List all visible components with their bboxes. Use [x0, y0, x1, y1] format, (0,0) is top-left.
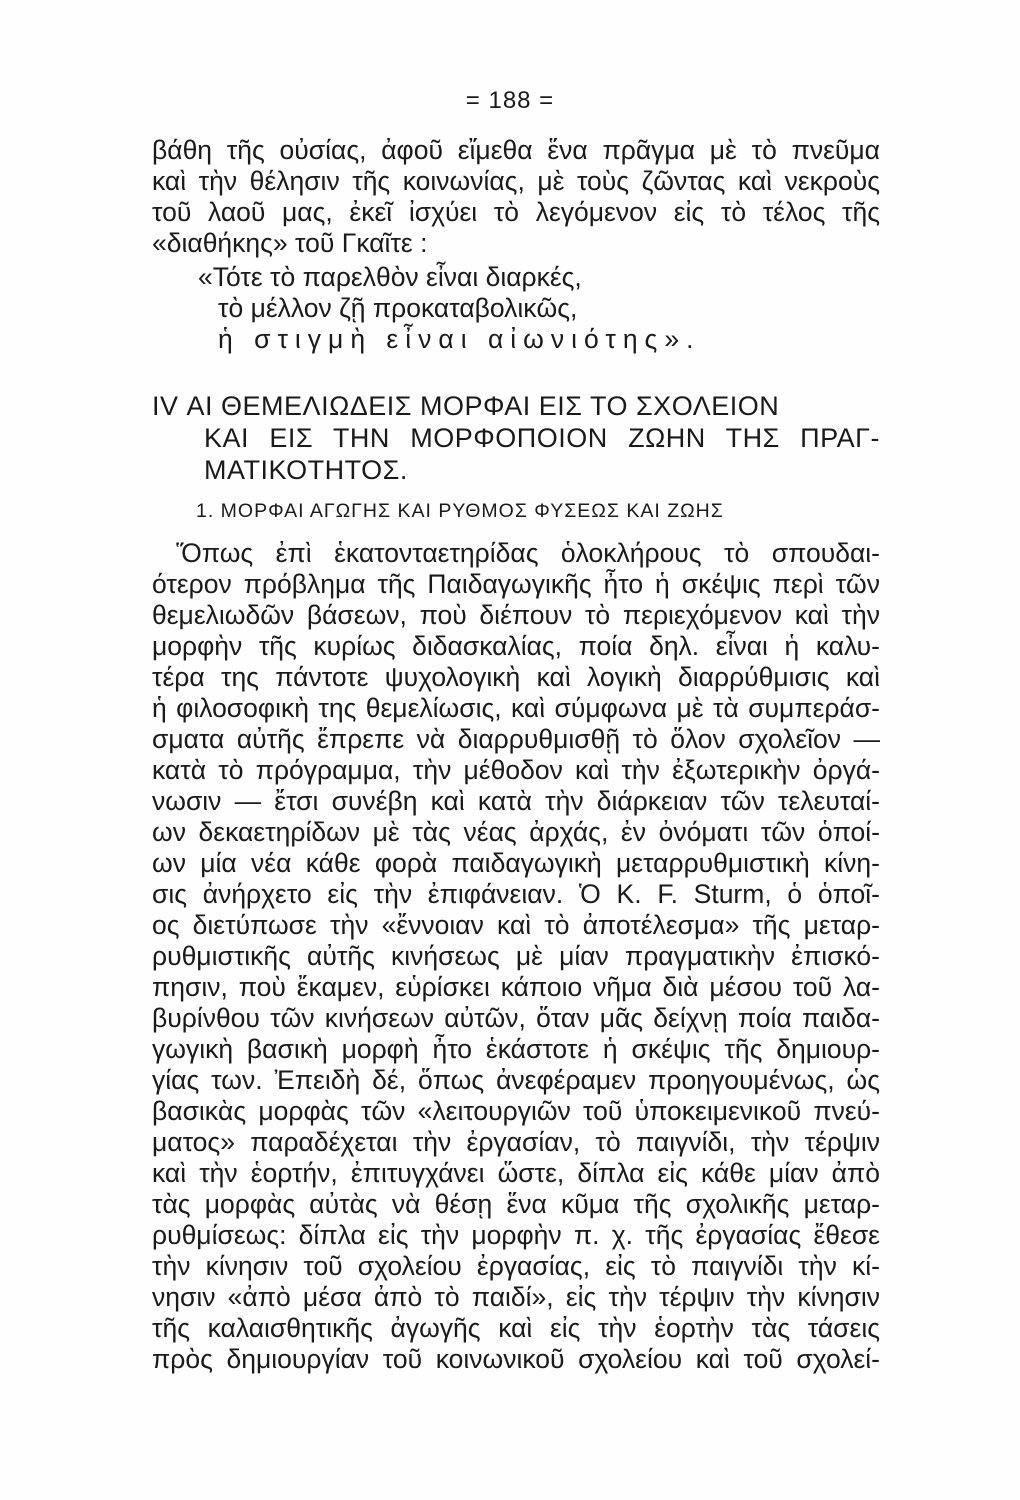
quote-line-spaced: ἡ στιγμὴ εἶναι αἰωνιότης». — [218, 324, 701, 354]
text-line: πησιν, ποὺ ἔκαμεν, εὑρίσκει κάποιο νῆμα διὰ μέσου τοῦ λα- — [152, 972, 880, 1002]
intro-paragraph — [152, 135, 880, 259]
text-line: ος διετύπωσε τὴν «ἔννοιαν καὶ τὸ ἀποτέλεσμα» τῆς μεταρ- — [152, 910, 880, 940]
text-line: τὰς μορφὰς αὐτὰς νὰ θέσῃ ἕνα κῦμα τῆς σχολικῆς μεταρ- — [152, 1189, 880, 1219]
text-line: καὶ τὴν ἑορτήν, ἐπιτυγχάνει ὥστε, δίπλα εἰς κάθε μίαν ἀπὸ — [152, 1158, 880, 1188]
text-line: μορφὴν τῆς κυρίως διδασκαλίας, ποία δηλ. εἶναι ἡ καλυ- — [152, 631, 880, 661]
text-line: τέρα της πάντοτε ψυχολογικὴ καὶ λογικὴ διαρρύθμισις καὶ — [152, 662, 880, 692]
quote-line: «Τότε τὸ παρελθὸν εἶναι διαρκές, — [198, 262, 582, 292]
text-line: γωγικὴ βασικὴ μορφὴ ἦτο ἑκάστοτε ἡ σκέψις τῆς δημιουρ- — [152, 1034, 880, 1064]
page-number: = 188 = — [465, 87, 555, 114]
text-line: «διαθήκης» τοῦ Γκαῖτε : — [152, 228, 428, 258]
body-paragraph — [152, 538, 880, 1375]
text-line: βασικὰς μορφὰς τῶν «λειτουργιῶν τοῦ ὑποκειμενικοῦ πνεύ- — [152, 1096, 880, 1126]
heading-line: ΚΑΙ ΕΙΣ ΤΗΝ ΜΟΡΦΟΠΟΙΟΝ ΖΩΗΝ ΤΗΣ ΠΡΑΓ- — [204, 423, 880, 453]
text-line: νησιν «ἀπὸ μέσα ἀπὸ τὸ παιδί», εἰς τὴν τέρψιν τὴν κίνησιν — [152, 1282, 880, 1312]
text-line: ρυθμιστικῆς αὐτῆς κινήσεως μὲ μίαν πραγματικὴν ἐπισκό- — [152, 941, 880, 971]
text-line: πρὸς δημιουργίαν τοῦ κοινωνικοῦ σχολείου καὶ τοῦ σχολεί- — [152, 1344, 880, 1374]
text-line: ἡ φιλοσοφικὴ της θεμελίωσις, καὶ σύμφωνα μὲ τὰ συμπεράσ- — [152, 693, 880, 723]
text-line: σις ἀνήρχετο εἰς τὴν ἐπιφάνειαν. Ὁ K. F. Sturm, ὁ ὁποῖ- — [152, 879, 880, 909]
text-line: ματος» παραδέχεται τὴν ἐργασίαν, τὸ παιγνίδι, τὴν τέρψιν — [152, 1127, 880, 1157]
text-line: κατὰ τὸ πρόγραμμα, τὴν μέθοδον καὶ τὴν ἐξωτερικὴν ὀργά- — [152, 755, 880, 785]
quote-line: τὸ μέλλον ζῇ προκαταβολικῶς, — [218, 293, 578, 323]
text-line: τοῦ λαοῦ μας, ἐκεῖ ἰσχύει τὸ λεγόμενον εἰς τὸ τέλος τῆς — [152, 197, 880, 227]
section-subheading: 1. ΜΟΡΦΑΙ ΑΓΩΓΗΣ ΚΑΙ ΡΥΘΜΟΣ ΦΥΣΕΩΣ ΚΑΙ ΖΩΗΣ — [196, 500, 724, 522]
text-line: σματα αὐτῆς ἔπρεπε νὰ διαρρυθμισθῇ τὸ ὅλον σχολεῖον — — [152, 724, 880, 754]
text-line: Ὅπως ἐπὶ ἑκατονταετηρίδας ὁλοκλήρους τὸ σπουδαι- — [176, 538, 880, 568]
text-line: τῆς καλαισθητικῆς ἀγωγῆς καὶ εἰς τὴν ἑορτὴν τὰς τάσεις — [152, 1313, 880, 1343]
text-line: βάθη τῆς οὐσίας, ἀφοῦ εἴμεθα ἕνα πρᾶγμα μὲ τὸ πνεῦμα — [152, 135, 880, 165]
goethe-quote — [0, 262, 700, 355]
text-line: ων δεκαετηρίδων μὲ τὰς νέας ἀρχάς, ἐν ὀνόματι τῶν ὁποί- — [152, 817, 880, 847]
text-line: ότερον πρόβλημα τῆς Παιδαγωγικῆς ἦτο ἡ σκέψις περὶ τῶν — [152, 569, 880, 599]
text-line: βυρίνθου τῶν κινήσεων αὐτῶν, ὅταν μᾶς δείχνῃ ποία παιδα- — [152, 1003, 880, 1033]
text-line: ων μία νέα κάθε φορὰ παιδαγωγικὴ μεταρρυθμιστικὴ κίνη- — [152, 848, 880, 878]
text-line: καὶ τὴν θέλησιν τῆς κοινωνίας, μὲ τοὺς ζῶντας καὶ νεκροὺς — [152, 166, 880, 196]
heading-line: ΜΑΤΙΚΟΤΗΤΟΣ. — [204, 455, 408, 485]
text-line: νωσιν — ἔτσι συνέβη καὶ κατὰ τὴν διάρκειαν τῶν τελευταί- — [152, 786, 880, 816]
text-line: θεμελιωδῶν βάσεων, ποὺ διέπουν τὸ περιεχόμενον καὶ τὴν — [152, 600, 880, 630]
text-line: τὴν κίνησιν τοῦ σχολείου ἐργασίας, εἰς τὸ παιγνίδι τὴν κί- — [152, 1251, 880, 1281]
heading-line: IV ΑΙ ΘΕΜΕΛΙΩΔΕΙΣ ΜΟΡΦΑΙ ΕΙΣ ΤΟ ΣΧΟΛΕΙΟΝ — [152, 391, 780, 421]
chapter-heading — [152, 390, 880, 486]
text-line: γίας των. Ἐπειδὴ δέ, ὅπως ἀνεφέραμεν προηγουμένως, ὡς — [152, 1065, 880, 1095]
text-line: ρυθμίσεως: δίπλα εἰς τὴν μορφὴν π. χ. τῆς ἐργασίας ἔθεσε — [152, 1220, 880, 1250]
